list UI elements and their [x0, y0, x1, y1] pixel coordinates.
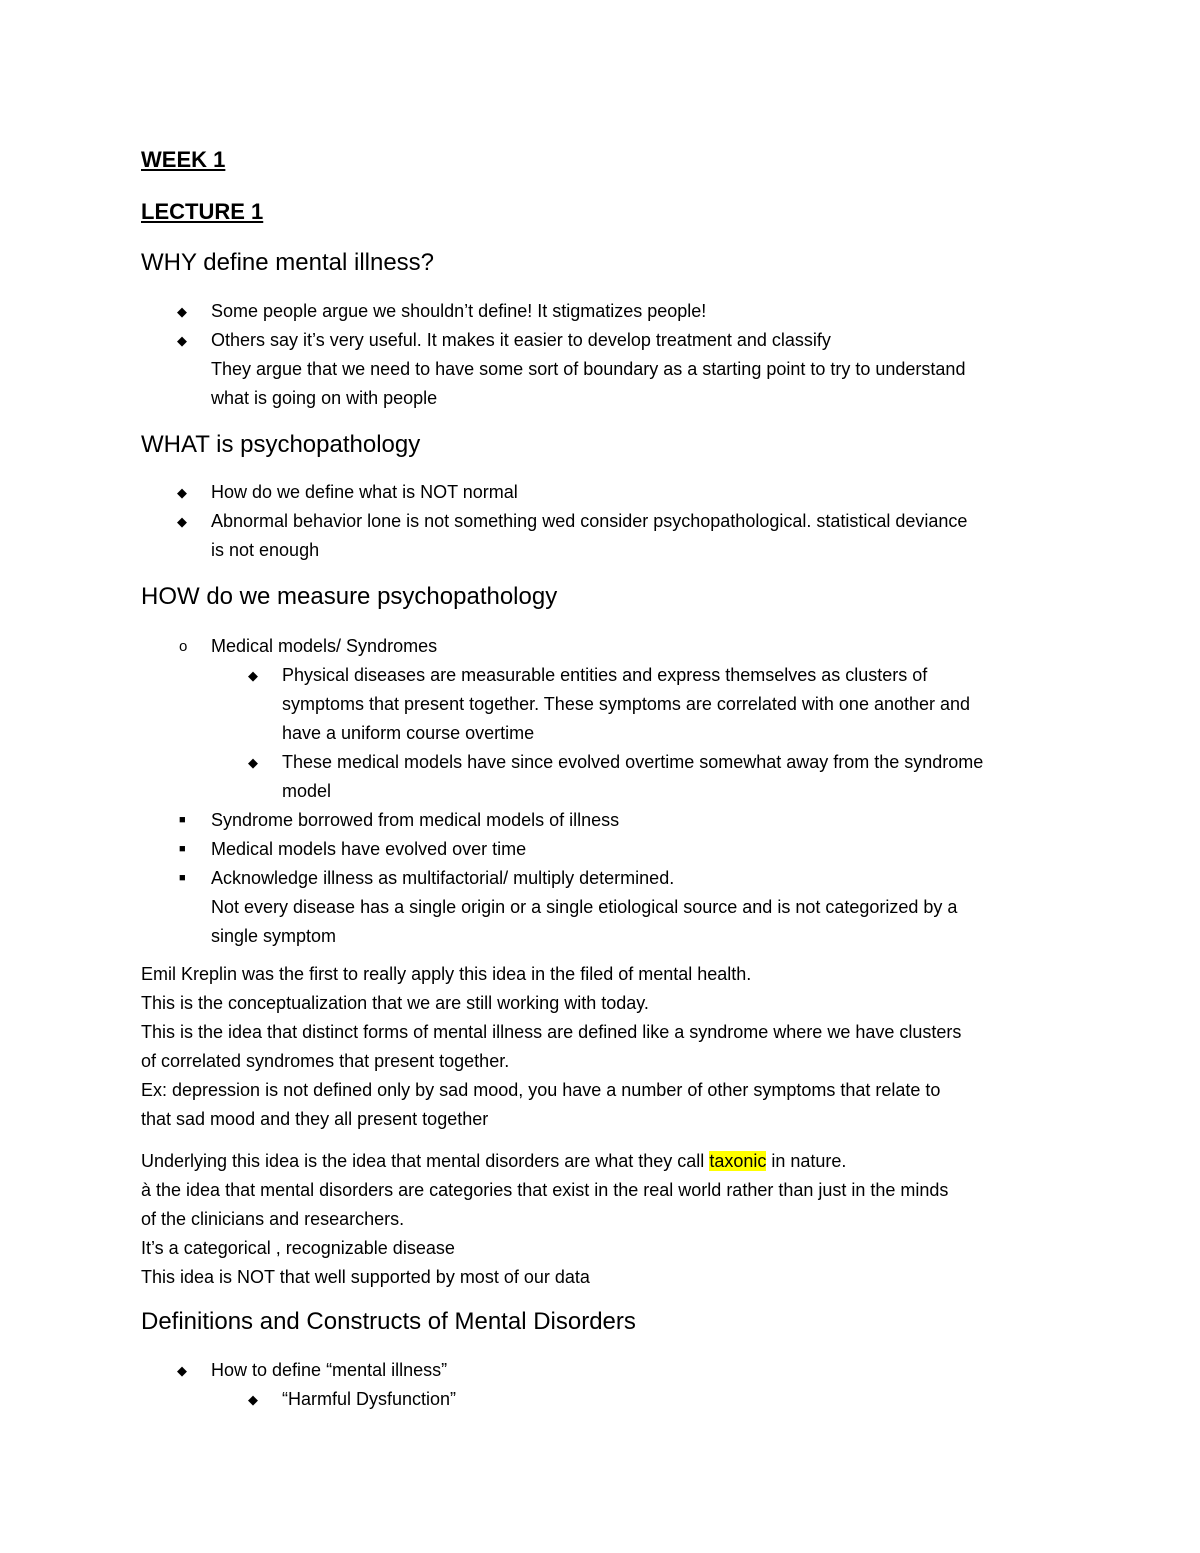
what-list	[141, 478, 1061, 565]
list-item: ■ Syndrome borrowed from medical models of illness	[141, 806, 1061, 835]
diamond-icon: ◆	[248, 668, 258, 683]
paragraph-taxonic	[141, 1147, 1061, 1292]
text-line: This is the idea that distinct forms of mental illness are defined like a syndrome where we have clusters	[141, 1022, 962, 1042]
highlighted-term: taxonic	[709, 1151, 767, 1171]
list-item: ◆ How do we define what is NOT normal	[141, 478, 1061, 507]
list-item-continuation: single symptom	[211, 926, 337, 946]
list-item-continuation: what is going on with people	[211, 388, 438, 408]
list-item: ◆ “Harmful Dysfunction”	[141, 1385, 1061, 1414]
diamond-icon: ◆	[177, 485, 187, 500]
list-item: ◆ Others say it’s very useful. It makes it easier to develop treatment and classify	[141, 326, 1061, 355]
list-item: ◆ These medical models have since evolved overtime somewhat away from the syndrome	[141, 748, 1061, 777]
list-item: ◆ How to define “mental illness”	[141, 1356, 1061, 1385]
square-icon: ■	[179, 814, 186, 826]
why-list	[141, 297, 1061, 413]
week-heading: WEEK 1	[141, 147, 226, 172]
list-item: o Medical models/ Syndromes	[141, 632, 1061, 661]
text-line: Underlying this idea is the idea that mental disorders are what they call taxonic in nature.	[141, 1151, 847, 1171]
list-item: ◆ Some people argue we shouldn’t define! It stigmatizes people!	[141, 297, 1061, 326]
text-line: of the clinicians and researchers.	[141, 1209, 405, 1229]
text-line: à the idea that mental disorders are categories that exist in the real world rather than just in the minds	[141, 1180, 949, 1200]
list-item: ◆ Physical diseases are measurable entities and express themselves as clusters of	[141, 661, 1061, 690]
text-line: This is the conceptualization that we are still working with today.	[141, 993, 649, 1013]
lecture-heading: LECTURE 1	[141, 199, 264, 224]
definitions-heading: Definitions and Constructs of Mental Disorders	[141, 1308, 636, 1335]
how-heading: HOW do we measure psychopathology	[141, 583, 558, 610]
list-item-continuation: symptoms that present together. These symptoms are correlated with one another and	[282, 694, 971, 714]
list-item-continuation: is not enough	[211, 540, 320, 560]
text-line: It’s a categorical , recognizable disease	[141, 1238, 455, 1258]
text-line: of correlated syndromes that present together.	[141, 1051, 510, 1071]
diamond-icon: ◆	[177, 333, 187, 348]
list-item-continuation: Not every disease has a single origin or a single etiological source and is not categorized by a	[211, 897, 958, 917]
square-icon: ■	[179, 843, 186, 855]
why-heading: WHY define mental illness?	[141, 249, 435, 276]
diamond-icon: ◆	[177, 1363, 187, 1378]
what-heading: WHAT is psychopathology	[141, 431, 421, 458]
list-item: ◆ Abnormal behavior lone is not something wed consider psychopathological. statistical deviance	[141, 507, 1061, 536]
text-line: Ex: depression is not defined only by sad mood, you have a number of other symptoms that relate to	[141, 1080, 941, 1100]
circle-icon: o	[179, 638, 188, 655]
text-line: that sad mood and they all present together	[141, 1109, 489, 1129]
diamond-icon: ◆	[248, 1392, 258, 1407]
diamond-icon: ◆	[248, 755, 258, 770]
list-item: ■ Acknowledge illness as multifactorial/ multiply determined.	[141, 864, 1061, 893]
list-item-continuation: model	[282, 781, 332, 801]
square-icon: ■	[179, 872, 186, 884]
list-item-continuation: have a uniform course overtime	[282, 723, 535, 743]
diamond-icon: ◆	[177, 514, 187, 529]
list-item-continuation: They argue that we need to have some sort of boundary as a starting point to try to understand	[211, 359, 966, 379]
diamond-icon: ◆	[177, 304, 187, 319]
text-line: This idea is NOT that well supported by most of our data	[141, 1267, 590, 1287]
text-line: Emil Kreplin was the first to really apply this idea in the filed of mental health.	[141, 964, 752, 984]
paragraph-kreplin	[141, 960, 1061, 1134]
definitions-list	[141, 1356, 1061, 1414]
how-list	[141, 632, 1061, 951]
list-item: ■ Medical models have evolved over time	[141, 835, 1061, 864]
